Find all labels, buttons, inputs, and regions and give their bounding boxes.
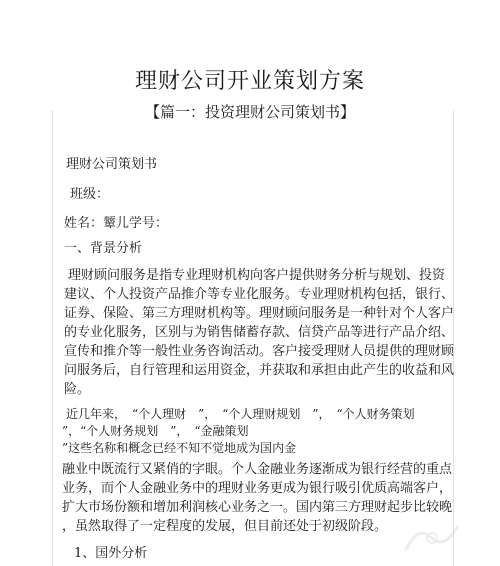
paragraph-line: 险。 xyxy=(64,382,91,397)
paragraph-line: 理财顾问服务是指专业理财机构向客户提供财务分析与规划、投资 xyxy=(68,268,446,283)
paragraph-line: 证券、保险、第三方理财机构等。理财顾问服务是一种针对个人客户 xyxy=(64,306,455,321)
paragraph-line: ，虽然取得了一定程度的发展，但目前还处于初级阶段。 xyxy=(62,519,388,534)
paragraph-line: ”这些名称和概念已经不知不觉地成为国内金 xyxy=(62,441,297,455)
section-subtitle: 【篇一：投资理财公司策划书】 xyxy=(144,103,355,121)
paragraph-line: 的专业化服务，区别与为销售储蓄存款、信贷产品等进行产品介绍、 xyxy=(64,325,455,340)
paragraph-line: 融业中既流行又紧俏的字眼。个人金融业务逐渐成为银行经营的重点 xyxy=(62,462,453,477)
section-heading-foreign: 1、国外分析 xyxy=(74,546,148,561)
recent-years-paragraph xyxy=(62,406,415,457)
paragraph-line: ”，“个人财务规划 ”， “金融策划 xyxy=(62,424,249,438)
paragraph-line: 业务，而个人金融业务中的理财业务更成为银行吸引优质高端客户， xyxy=(62,481,453,496)
name-label: 姓名：颦儿学号： xyxy=(64,216,169,231)
finance-industry-paragraph xyxy=(62,460,452,536)
background-paragraph xyxy=(64,266,454,399)
page-title: 理财公司开业策划方案 xyxy=(134,69,365,94)
class-label: 班级： xyxy=(70,187,110,202)
paragraph-line: 宣传和推介等一般性业务咨询活动。客户接受理财人员提供的理财顾 xyxy=(64,344,455,359)
doc-name: 理财公司策划书 xyxy=(66,157,158,172)
section-heading-background: 一、背景分析 xyxy=(64,241,143,256)
paragraph-line: 近几年来， “个人理财 ”， “个人理财规划 ”， “个人财务策划 xyxy=(66,407,415,421)
paragraph-line: 扩大市场份额和增加利润核心业务之一。国内第三方理财起步比较晚 xyxy=(62,500,453,515)
paragraph-line: 问服务后，自行管理和运用资金，并获取和承担由此产生的收益和风 xyxy=(64,363,455,378)
paragraph-line: 建议、个人投资产品推介等专业化服务。专业理财机构包括，银行、 xyxy=(64,287,455,302)
watermark-logo xyxy=(402,520,462,556)
